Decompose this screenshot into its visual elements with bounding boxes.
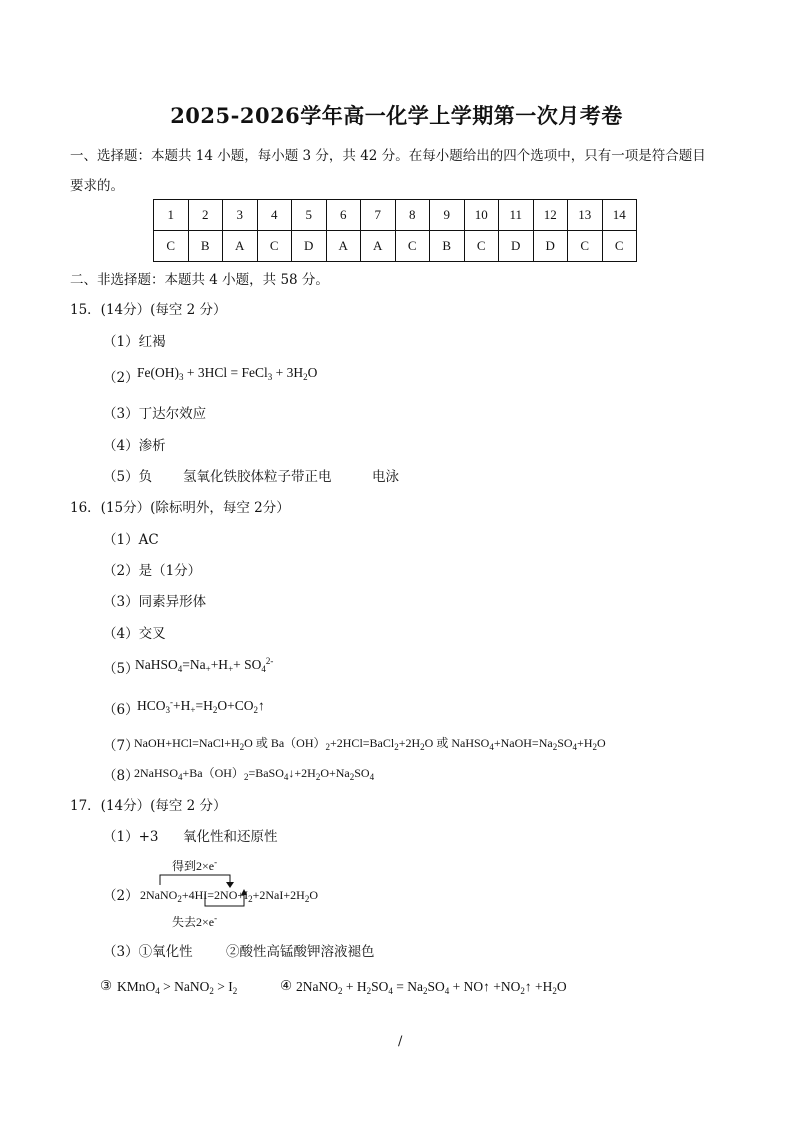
table-cell: 9 [430,200,465,231]
q15-answer-1: （1）红褐 [103,334,166,350]
q16-heading: 16．(15分）(除标明外，每空 2分） [70,500,290,516]
q16-equation-8: $2NaHSO_4+Ba(OH)_2=BaSO_4↓+2H_2O+Na_2SO_4$ [134,766,375,782]
page-number: / [398,1034,403,1049]
table-cell: A [361,231,396,262]
q16-equation-6: $HCO_3^-+H_+=H_2O+CO_2↑$ [137,697,265,715]
q17-redox-equation: $2NaNO_2+4HI=2NO+I_2+2NaI+2H_2O$ [140,888,318,904]
q15-answer-5-reason: 氢氧化铁胶体粒子带正电 [183,469,332,485]
section1-instructions-cont: 要求的。 [70,178,124,194]
q16-answer-6-label: （6） [103,702,139,718]
q16-or-1: 或 [255,736,268,750]
table-cell: 7 [361,200,396,231]
table-cell: B [188,231,223,262]
section1-instructions: 一、选择题：本题共 14 小题，每小题 3 分，共 42 分。在每小题给出的四个选项中，只有一项是符合题目 [70,148,706,164]
q17-answer-3-text: ②酸性高锰酸钾溶液褪色 [226,944,375,960]
q15-equation: $Fe(OH)_3 + 3HCl$ = FeCl$_3$ + $3H_2O$ [137,365,318,382]
table-cell: 2 [188,200,223,231]
table-cell: C [602,231,637,262]
table-cell: 13 [568,200,603,231]
q16-answer-1: （1）AC [103,532,159,548]
table-cell: C [568,231,603,262]
q16-answer-4: （4）交叉 [103,626,166,642]
q17-answer-2-label: （2） [103,888,139,904]
q16-equation-7: $NaOH+HCl=NaCl+H_2O$ 或 $Ba(OH)_2+2HCl=BaCl_2+2H_2O$ 或 $NaHSO_4+NaOH=Na_2SO_4+H_2O$ [134,736,606,752]
table-cell: C [154,231,189,262]
q15-answer-3: （3）丁达尔效应 [103,406,207,422]
table-cell: 8 [395,200,430,231]
table-cell: B [430,231,465,262]
electron-lose-label: 失去2×e- [172,913,218,929]
answer-table [153,199,637,262]
q15-answer-5-label: （5）负 [103,469,153,485]
q17-answer-3-label: （3）①氧化性 [103,944,193,960]
table-cell: C [464,231,499,262]
q16-answer-8-label: （8） [103,768,139,784]
q16-answer-5-label: （5） [103,661,139,677]
table-cell: 12 [533,200,568,231]
table-cell: 14 [602,200,637,231]
q16-equation-5: $NaHSO_4=Na_++H_++ SO_4^{2-}$ [135,656,274,674]
q17-oxidizer-order: KMnO$_4$ > NaNO$_2$ > $I_2$ [117,979,238,996]
page-title: 2025-2026学年高一化学上学期第一次月考卷 [170,103,623,128]
table-cell: 1 [154,200,189,231]
section2-heading: 二、非选择题：本题共 4 小题，共 58 分。 [70,272,329,288]
q16-answer-7-label: （7） [103,738,139,754]
table-cell: 10 [464,200,499,231]
table-cell: 5 [292,200,327,231]
q16-answer-2: （2）是（1分） [103,563,202,579]
electron-gain-label: 得到2×e- [172,857,218,873]
table-cell: 6 [326,200,361,231]
q16-or-2: 或 [436,736,449,750]
table-row-answers [154,231,637,262]
q16-answer-3: （3）同素异形体 [103,594,207,610]
table-cell: A [223,231,258,262]
q17-answer-1-text: 氧化性和还原性 [183,829,278,845]
table-cell: 3 [223,200,258,231]
q15-answer-5-end: 电泳 [372,469,399,485]
table-cell: D [499,231,534,262]
q17-answer-1-label: （1）+3 [103,829,159,845]
table-cell: A [326,231,361,262]
table-row-numbers [154,200,637,231]
table-cell: 4 [257,200,292,231]
table-cell: D [533,231,568,262]
table-cell: D [292,231,327,262]
q15-heading: 15．(14分）(每空 2 分） [70,302,227,318]
q17-heading: 17．(14分）(每空 2 分） [70,798,227,814]
q17-answer-3c-label: ③ [100,978,113,994]
q17-equation-4: 2NaNO$_2$ + $H_2SO_4 = Na_2SO_4$ + NO↑ $+NO_2↑ +H_2O$ [296,979,567,996]
table-cell: C [257,231,292,262]
table-cell: C [395,231,430,262]
q15-answer-4: （4）渗析 [103,438,166,454]
q15-answer-2-label: （2） [103,370,139,386]
table-cell: 11 [499,200,534,231]
q17-answer-3d-label: ④ [280,978,293,994]
